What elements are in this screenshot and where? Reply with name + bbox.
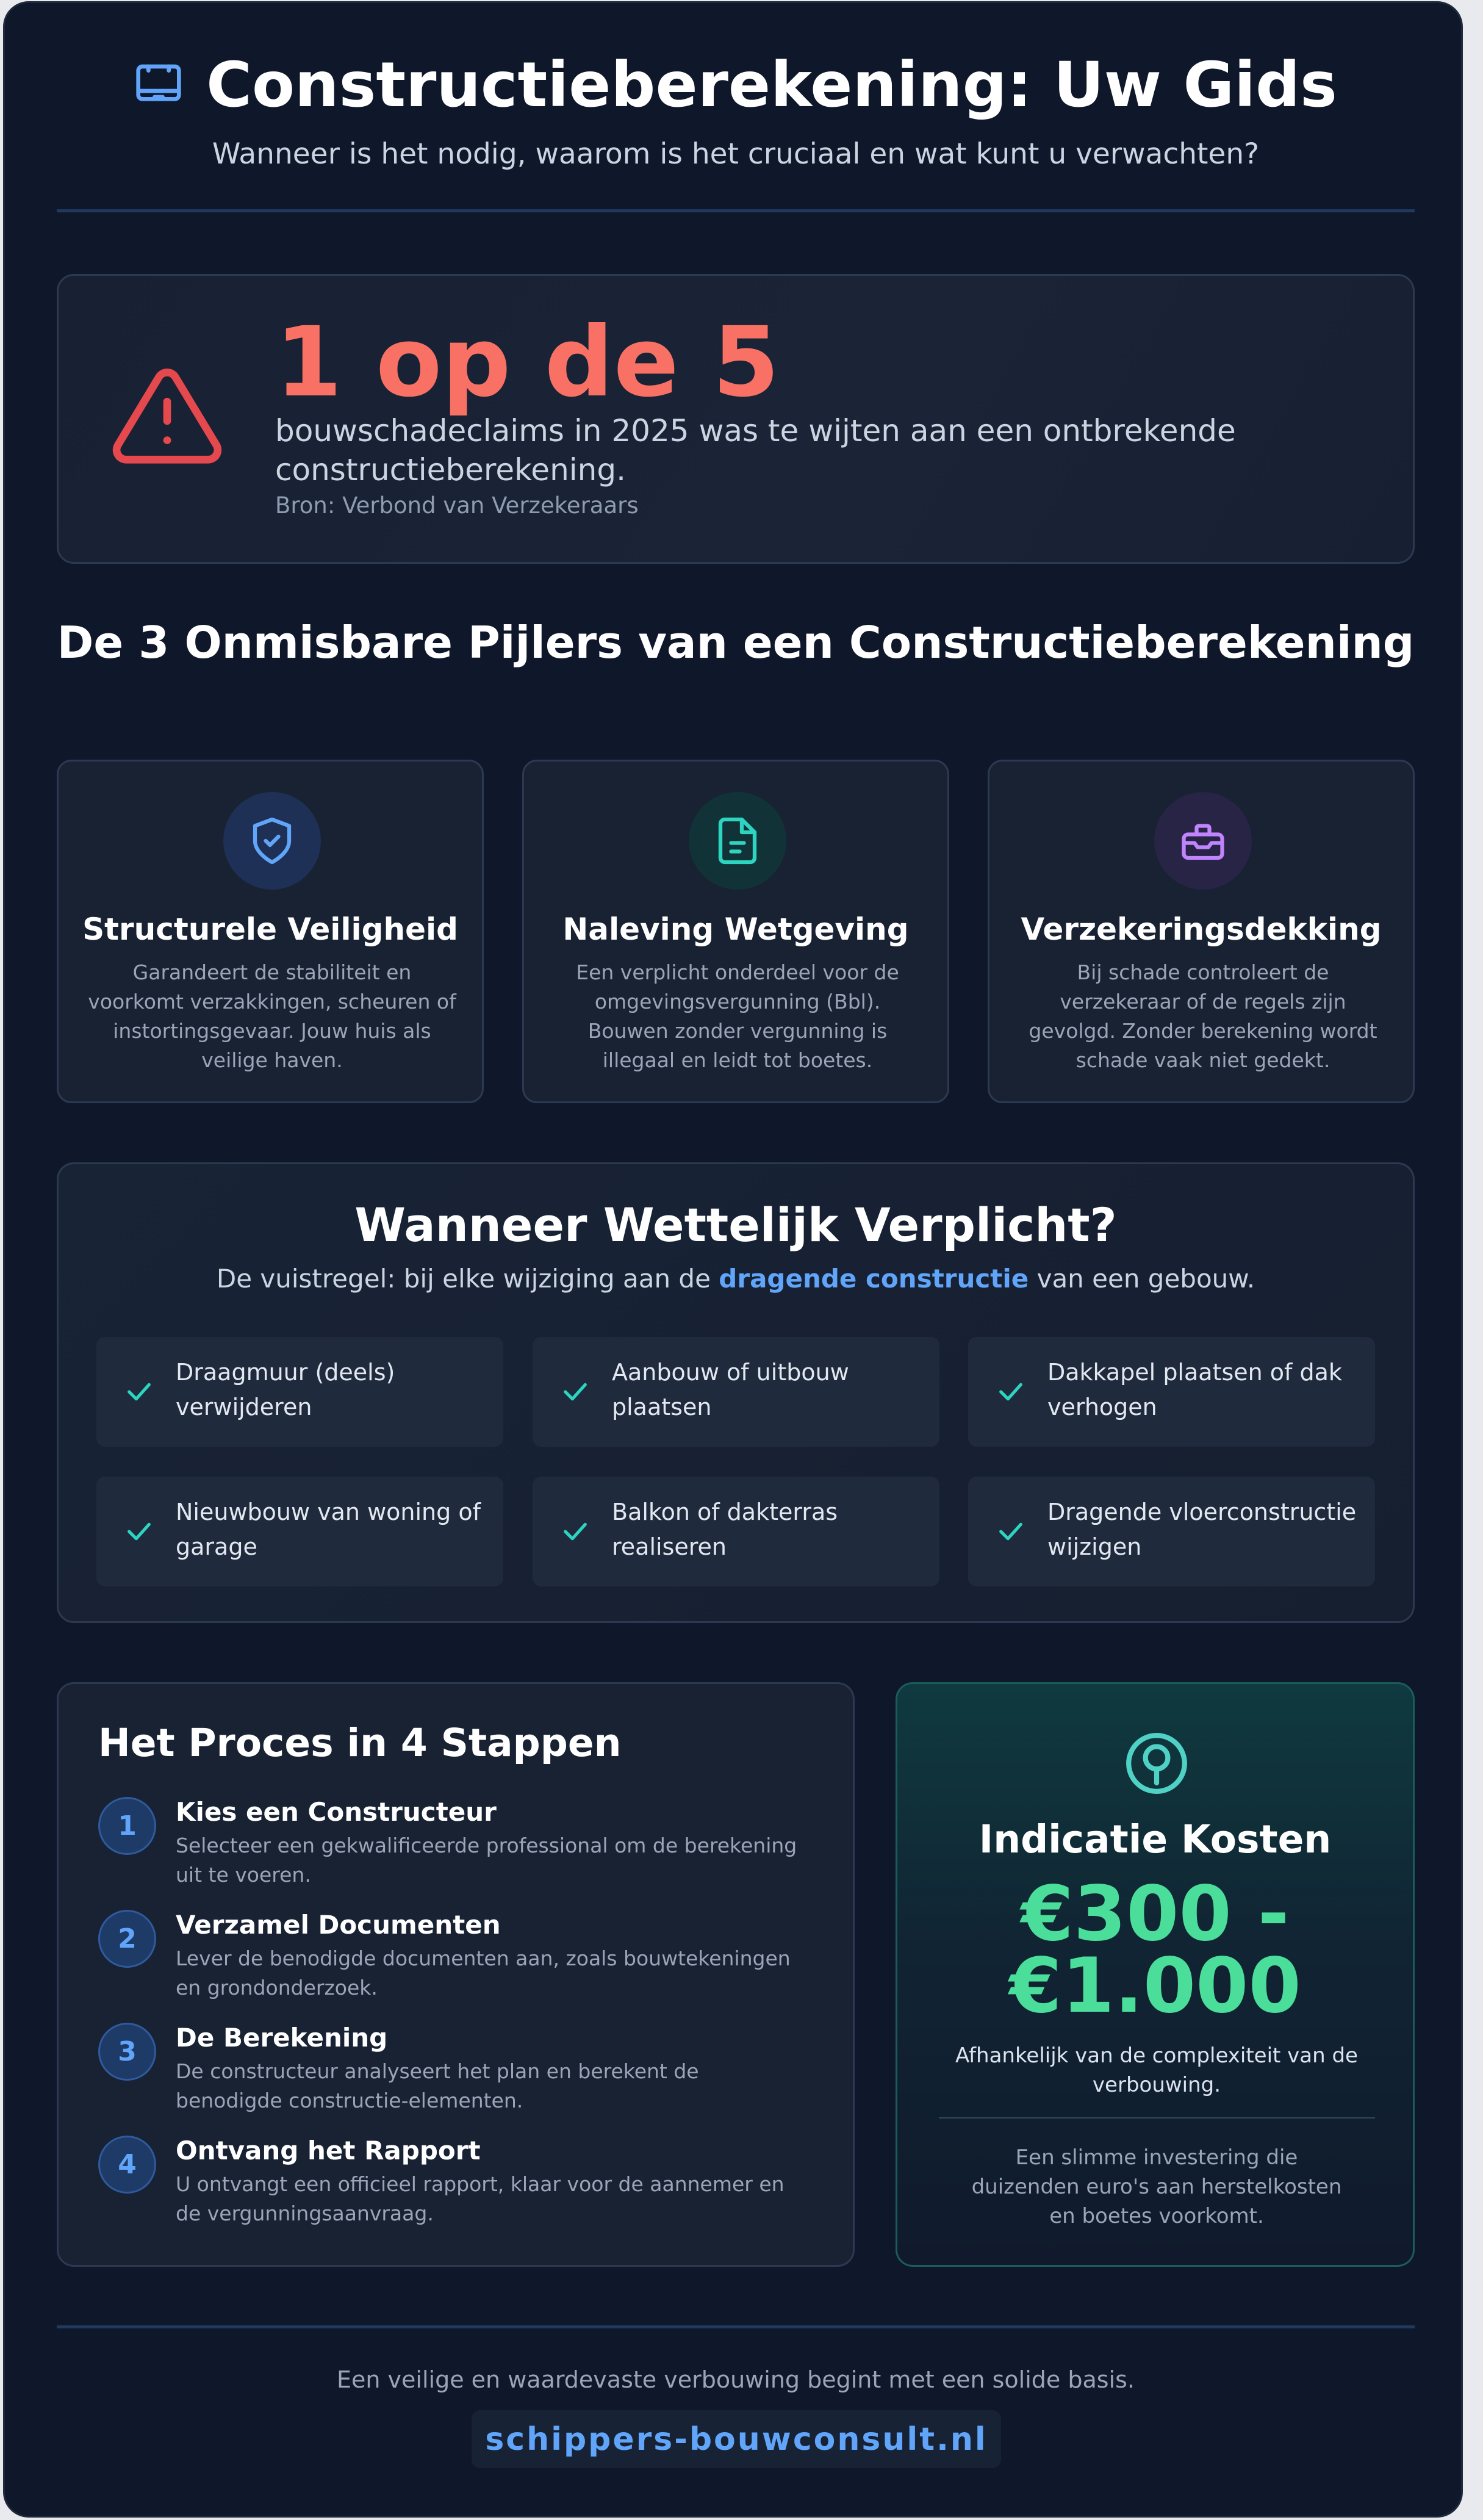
footer-divider (57, 2325, 1415, 2328)
stat-value: 1 op de 5 (275, 306, 780, 419)
pillar-card (988, 760, 1415, 1103)
pillar-title: Structurele Veiligheid (82, 912, 458, 947)
step-number: 1 (98, 1797, 156, 1855)
requirement-item: Nieuwbouw van woning of garage (96, 1477, 503, 1586)
stat-description: bouwschadeclaims in 2025 was te wijten aan een ontbrekende constructieberekening. (275, 413, 1236, 488)
step-text: U ontvangt een officieel rapport, klaar voor de aannemer en de vergunningsaanvraag. (176, 2172, 785, 2225)
cost-divider (939, 2117, 1375, 2119)
pillar-card (57, 760, 484, 1103)
shield-check-icon (246, 815, 298, 866)
footer-text: Een veilige en waardevaste verbouwing begint met een solide basis. (336, 2366, 1135, 2393)
cost-note: Afhankelijk van de complexiteit van de verbouwing. (955, 2043, 1358, 2097)
step-title: Kies een Constructeur (176, 1797, 497, 1827)
stat-card (57, 274, 1415, 564)
pillar-title: Naleving Wetgeving (562, 912, 909, 947)
step-text: Selecteer een gekwalificeerde professional om de berekening uit te voeren. (176, 1834, 797, 1887)
briefcase-icon (1177, 815, 1229, 866)
cost-title: Indicatie Kosten (978, 1817, 1332, 1862)
requirement-item: Dakkapel plaatsen of dak verhogen (968, 1337, 1375, 1447)
cost-footer: Een slimme investering die duizenden euro's aan herstelkosten en boetes voorkomt. (971, 2145, 1342, 2228)
requirement-item: Draagmuur (deels) verwijderen (96, 1337, 503, 1447)
step-text: De constructeur analyseert het plan en berekent de benodigde constructie-elementen. (176, 2059, 699, 2112)
check-icon (122, 1514, 156, 1549)
step-title: Ontvang het Rapport (176, 2136, 481, 2165)
check-icon (994, 1375, 1028, 1409)
step-title: Verzamel Documenten (176, 1910, 501, 1940)
check-icon (558, 1514, 592, 1549)
website-link[interactable]: schippers-bouwconsult.nl (472, 2410, 1001, 2468)
requirements-subtitle: De vuistregel: bij elke wijziging aan de dragende constructie van een gebouw. (216, 1264, 1255, 1294)
infographic-frame (3, 1, 1463, 2518)
check-icon (994, 1514, 1028, 1549)
requirements-title: Wanneer Wettelijk Verplicht? (354, 1198, 1117, 1252)
process-card (57, 1682, 855, 2267)
pillar-text: Bij schade controleert de verzekeraar of de regels zijn gevolgd. Zonder berekening wordt schade vaak niet gedekt. (1029, 960, 1377, 1072)
process-title: Het Proces in 4 Stappen (98, 1721, 622, 1765)
stat-source: Bron: Verbond van Verzekeraars (275, 492, 639, 519)
pillars-title: De 3 Onmisbare Pijlers van een Constructieberekening (57, 617, 1415, 668)
cost-amount: €300 - €1.000 (1009, 1870, 1301, 2030)
step-number: 3 (98, 2023, 156, 2081)
page-subtitle: Wanneer is het nodig, waarom is het cruciaal en wat kunt u verwachten? (212, 137, 1260, 171)
step-text: Lever de benodigde documenten aan, zoals bouwtekeningen en grondonderzoek. (176, 1946, 791, 2000)
check-icon (558, 1375, 592, 1409)
requirements-card (57, 1162, 1415, 1623)
warning-triangle-icon (106, 358, 228, 474)
requirement-item: Aanbouw of uitbouw plaatsen (533, 1337, 939, 1447)
pillar-text: Garandeert de stabiliteit en voorkomt verzakkingen, scheuren of instortingsgevaar. Jouw huis als veilige haven. (88, 960, 456, 1072)
pillar-title: Verzekeringsdekking (1021, 912, 1382, 947)
pillar-card (522, 760, 949, 1103)
pillars-grid (57, 760, 1415, 1103)
header (57, 45, 1415, 171)
header-divider (57, 209, 1415, 212)
requirement-item: Dragende vloerconstructie wijzigen (968, 1477, 1375, 1586)
step-number: 2 (98, 1910, 156, 1968)
step-number: 4 (98, 2136, 156, 2194)
highlight-text: dragende constructie (719, 1264, 1029, 1294)
check-icon (122, 1375, 156, 1409)
pillar-text: Een verplicht onderdeel voor de omgevingsvergunning (Bbl). Bouwen zonder vergunning is illegaal en leidt tot boetes. (576, 960, 899, 1072)
cost-card (896, 1682, 1415, 2267)
tablet-icon (134, 60, 183, 109)
step-title: De Berekening (176, 2023, 388, 2053)
document-icon (712, 815, 763, 866)
euro-coin-icon (1123, 1730, 1190, 1797)
requirement-item: Balkon of dakterras realiseren (533, 1477, 939, 1586)
page-title: Constructieberekening: Uw Gids (206, 48, 1337, 121)
